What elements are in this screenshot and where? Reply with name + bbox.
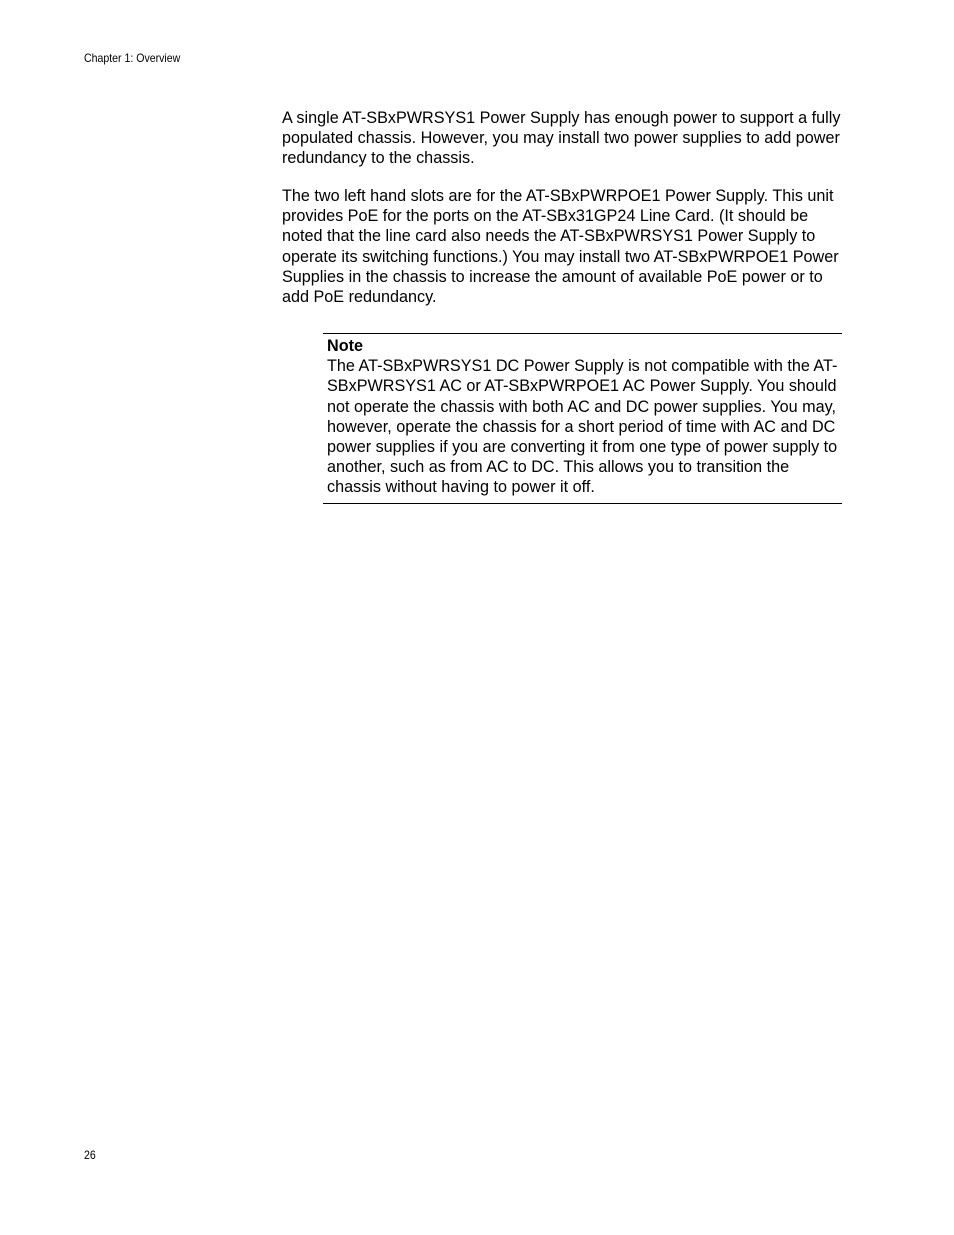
paragraph-power-supply-sys: A single AT-SBxPWRSYS1 Power Supply has enough power to support a fully populated chassis. However, you may install two power supplies to add power redundancy to the chassis.	[282, 109, 841, 168]
running-header: Chapter 1: Overview	[84, 51, 181, 65]
note-text: The AT-SBxPWRSYS1 DC Power Supply is not compatible with the AT-SBxPWRSYS1 AC or AT-SBxPWRPOE1 AC Power Supply. You should not operate the chassis with both AC and DC power supplies. You may, however, operate the chassis for a short period of time with AC and DC power supplies if you are converting it from one type of power supply to another, such as from AC to DC. This allows you to transition the chassis without having to power it off.	[327, 357, 838, 497]
note-title: Note	[327, 337, 363, 355]
note-box	[323, 333, 842, 504]
page-number: 26	[84, 1148, 96, 1162]
paragraph-power-supply-poe: The two left hand slots are for the AT-SBxPWRPOE1 Power Supply. This unit provides PoE for the ports on the AT-SBx31GP24 Line Card. (It should be noted that the line card also needs the AT-SBxPWRSYS1 Power Supply to operate its switching functions.) You may install two AT-SBxPWRPOE1 Power Supplies in the chassis to increase the amount of available PoE power or to add PoE redundancy.	[282, 187, 839, 307]
